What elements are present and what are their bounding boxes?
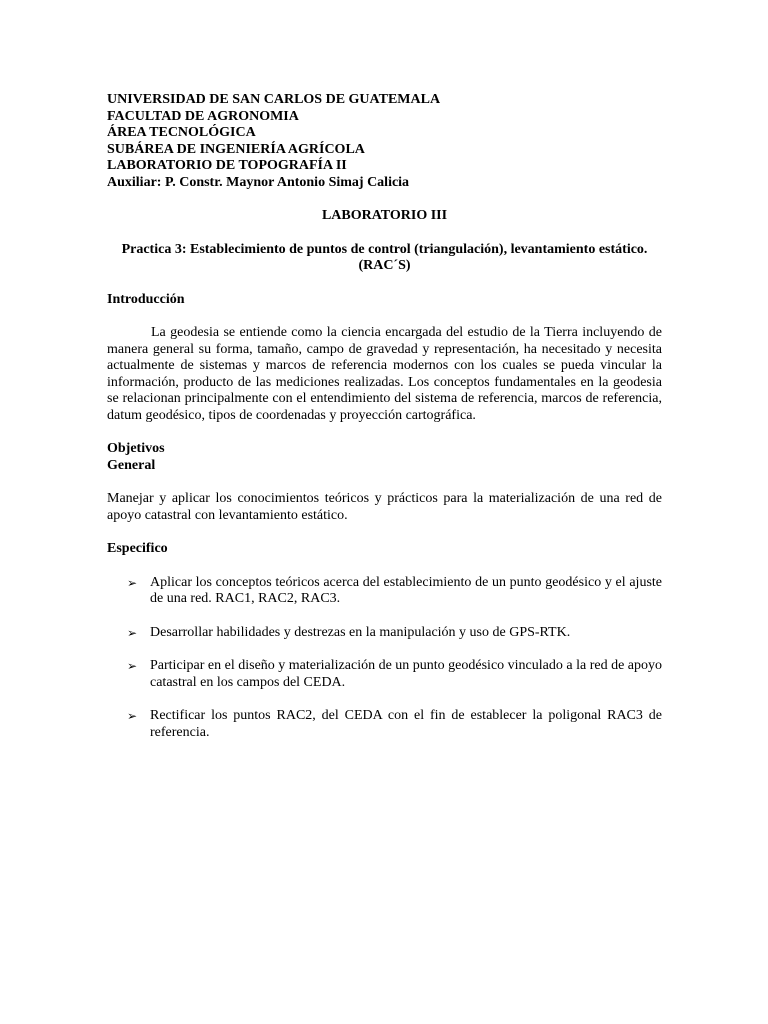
list-item — [107, 575, 662, 608]
lab-title: LABORATORIO III — [321, 208, 448, 223]
objetivos-heading: Objetivos — [107, 441, 165, 456]
list-item-text: Aplicar los conceptos teóricos acerca del establecimiento de un punto geodésico y el ajuste de una red. RAC1, RAC2, RAC3. — [150, 574, 662, 606]
list-item — [107, 658, 662, 691]
especifico-heading: Especifico — [107, 541, 168, 556]
header-line-university: UNIVERSIDAD DE SAN CARLOS DE GUATEMALA — [107, 92, 441, 107]
institution-header — [107, 92, 662, 191]
arrow-bullet-icon: ➢ — [127, 625, 138, 640]
practice-title-line2: (RAC´S) — [358, 258, 411, 273]
practice-title — [107, 242, 662, 275]
header-line-area: ÁREA TECNOLÓGICA — [107, 125, 256, 140]
list-item — [107, 625, 662, 642]
introduccion-paragraph: La geodesia se entiende como la ciencia encargada del estudio de la Tierra incluyendo de manera general su forma, tamaño, campo de gravedad y representación, ha necesitado y necesita actualmente de sistemas y marcos de referencia modernos con los cuales se pueda vincular la información, producto de las mediciones realizadas. Los conceptos fundamentales en la geodesia se relacionan principalmente con el entendimiento del sistema de referencia, marcos de referencia, datum geodésico, tipos de coordenadas y proyección cartográfica. — [107, 325, 662, 423]
header-line-faculty: FACULTAD DE AGRONOMIA — [107, 108, 299, 124]
list-item — [107, 708, 662, 741]
header-line-lab: LABORATORIO DE TOPOGRAFÍA II — [107, 158, 347, 173]
header-line-assistant: Auxiliar: P. Constr. Maynor Antonio Simaj Calicia — [107, 174, 410, 190]
list-item-text: Desarrollar habilidades y destrezas en la manipulación y uso de GPS-RTK. — [150, 624, 571, 640]
header-line-subarea: SUBÁREA DE INGENIERÍA AGRÍCOLA — [107, 141, 365, 157]
especifico-list — [107, 575, 662, 742]
arrow-bullet-icon: ➢ — [127, 659, 138, 673]
list-item-text: Participar en el diseño y materialización de un punto geodésico vinculado a la red de apoyo catastral en los campos del CEDA. — [150, 658, 662, 690]
arrow-bullet-icon: ➢ — [127, 709, 138, 723]
document-page — [107, 92, 662, 758]
arrow-bullet-icon: ➢ — [127, 575, 138, 590]
introduccion-heading: Introducción — [107, 291, 185, 307]
list-item-text: Rectificar los puntos RAC2, del CEDA con el fin de establecer la poligonal RAC3 de referencia. — [150, 708, 662, 740]
practice-title-line1: Practica 3: Establecimiento de puntos de control (triangulación), levantamiento estático. — [121, 241, 648, 257]
general-heading: General — [107, 457, 156, 473]
general-paragraph: Manejar y aplicar los conocimientos teóricos y prácticos para la materialización de una red de apoyo catastral con levantamiento estático. — [107, 491, 662, 523]
